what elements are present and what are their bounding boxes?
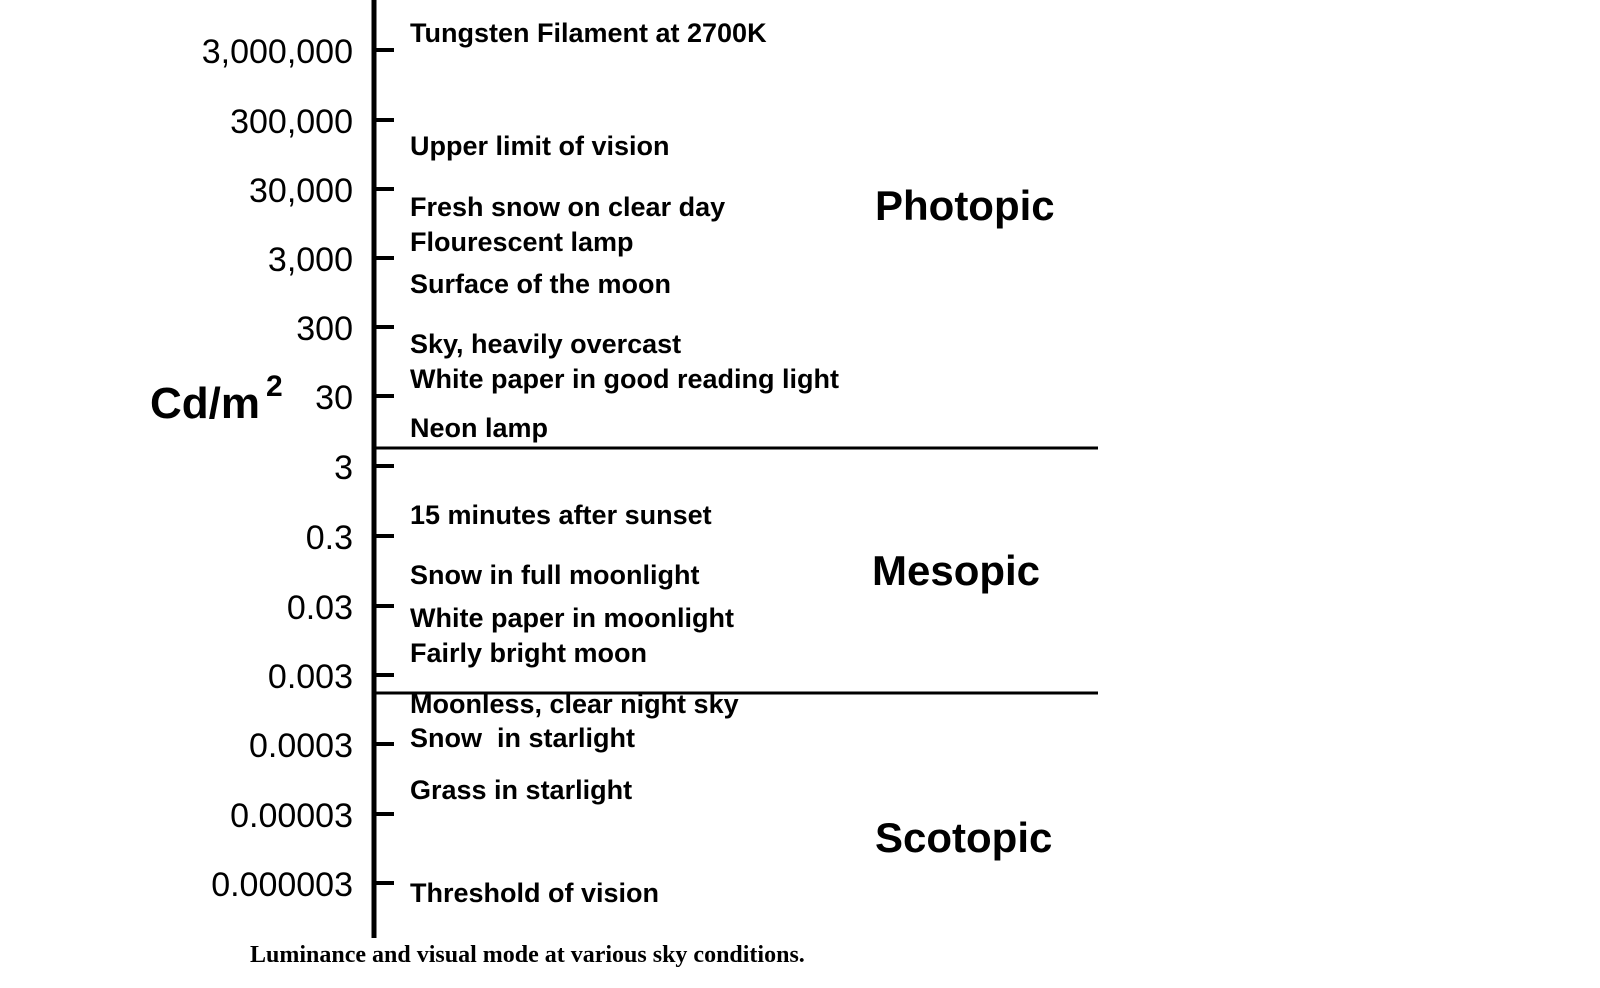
luminance-example-label: White paper in good reading light [410, 364, 839, 394]
axis-tick-label: 0.000003 [211, 866, 353, 904]
axis-unit-label: Cd/m $^2$ [150, 370, 283, 428]
luminance-example-label: Snow in starlight [410, 723, 636, 753]
luminance-example-label: Tungsten Filament at 2700K [410, 18, 767, 48]
axis-tick-label: 3 [334, 449, 353, 487]
luminance-example-label: White paper in moonlight [410, 603, 734, 633]
luminance-example-label: Fresh snow on clear day [410, 192, 726, 222]
axis-ticks [202, 33, 394, 904]
luminance-example-label: Moonless, clear night sky [410, 689, 739, 719]
figure-caption: Luminance and visual mode at various sky conditions. [250, 942, 805, 968]
luminance-example-label: Flourescent lamp [410, 227, 634, 257]
axis-tick-label: 30,000 [249, 172, 353, 210]
luminance-example-label: Surface of the moon [410, 269, 672, 299]
axis-tick-label: 300 [296, 310, 353, 348]
axis-tick-label: 3,000,000 [201, 33, 353, 71]
axis-tick-label: 30 [315, 379, 353, 417]
visual-mode-regions [872, 182, 1055, 861]
axis-tick-label: 300,000 [230, 103, 353, 141]
luminance-example-label: Neon lamp [410, 413, 549, 443]
luminance-example-label: Grass in starlight [410, 775, 633, 805]
axis-tick-label: 3,000 [267, 241, 353, 279]
visual-mode-label: Photopic [875, 182, 1055, 229]
axis-tick-label: 0.3 [305, 519, 353, 557]
luminance-example-label: 15 minutes after sunset [410, 500, 712, 530]
visual-mode-label: Scotopic [875, 814, 1053, 861]
axis-tick-label: 0.003 [267, 658, 353, 696]
luminance-example-label: Upper limit of vision [410, 131, 670, 161]
luminance-example-label: Sky, heavily overcast [410, 329, 682, 359]
luminance-examples [410, 18, 839, 908]
luminance-example-label: Threshold of vision [410, 878, 660, 908]
axis-tick-label: 0.00003 [230, 797, 353, 835]
luminance-example-label: Snow in full moonlight [410, 560, 700, 590]
axis-tick-label: 0.03 [286, 589, 353, 627]
luminance-example-label: Fairly bright moon [410, 638, 648, 668]
visual-mode-label: Mesopic [872, 547, 1041, 594]
axis-tick-label: 0.0003 [249, 727, 353, 765]
